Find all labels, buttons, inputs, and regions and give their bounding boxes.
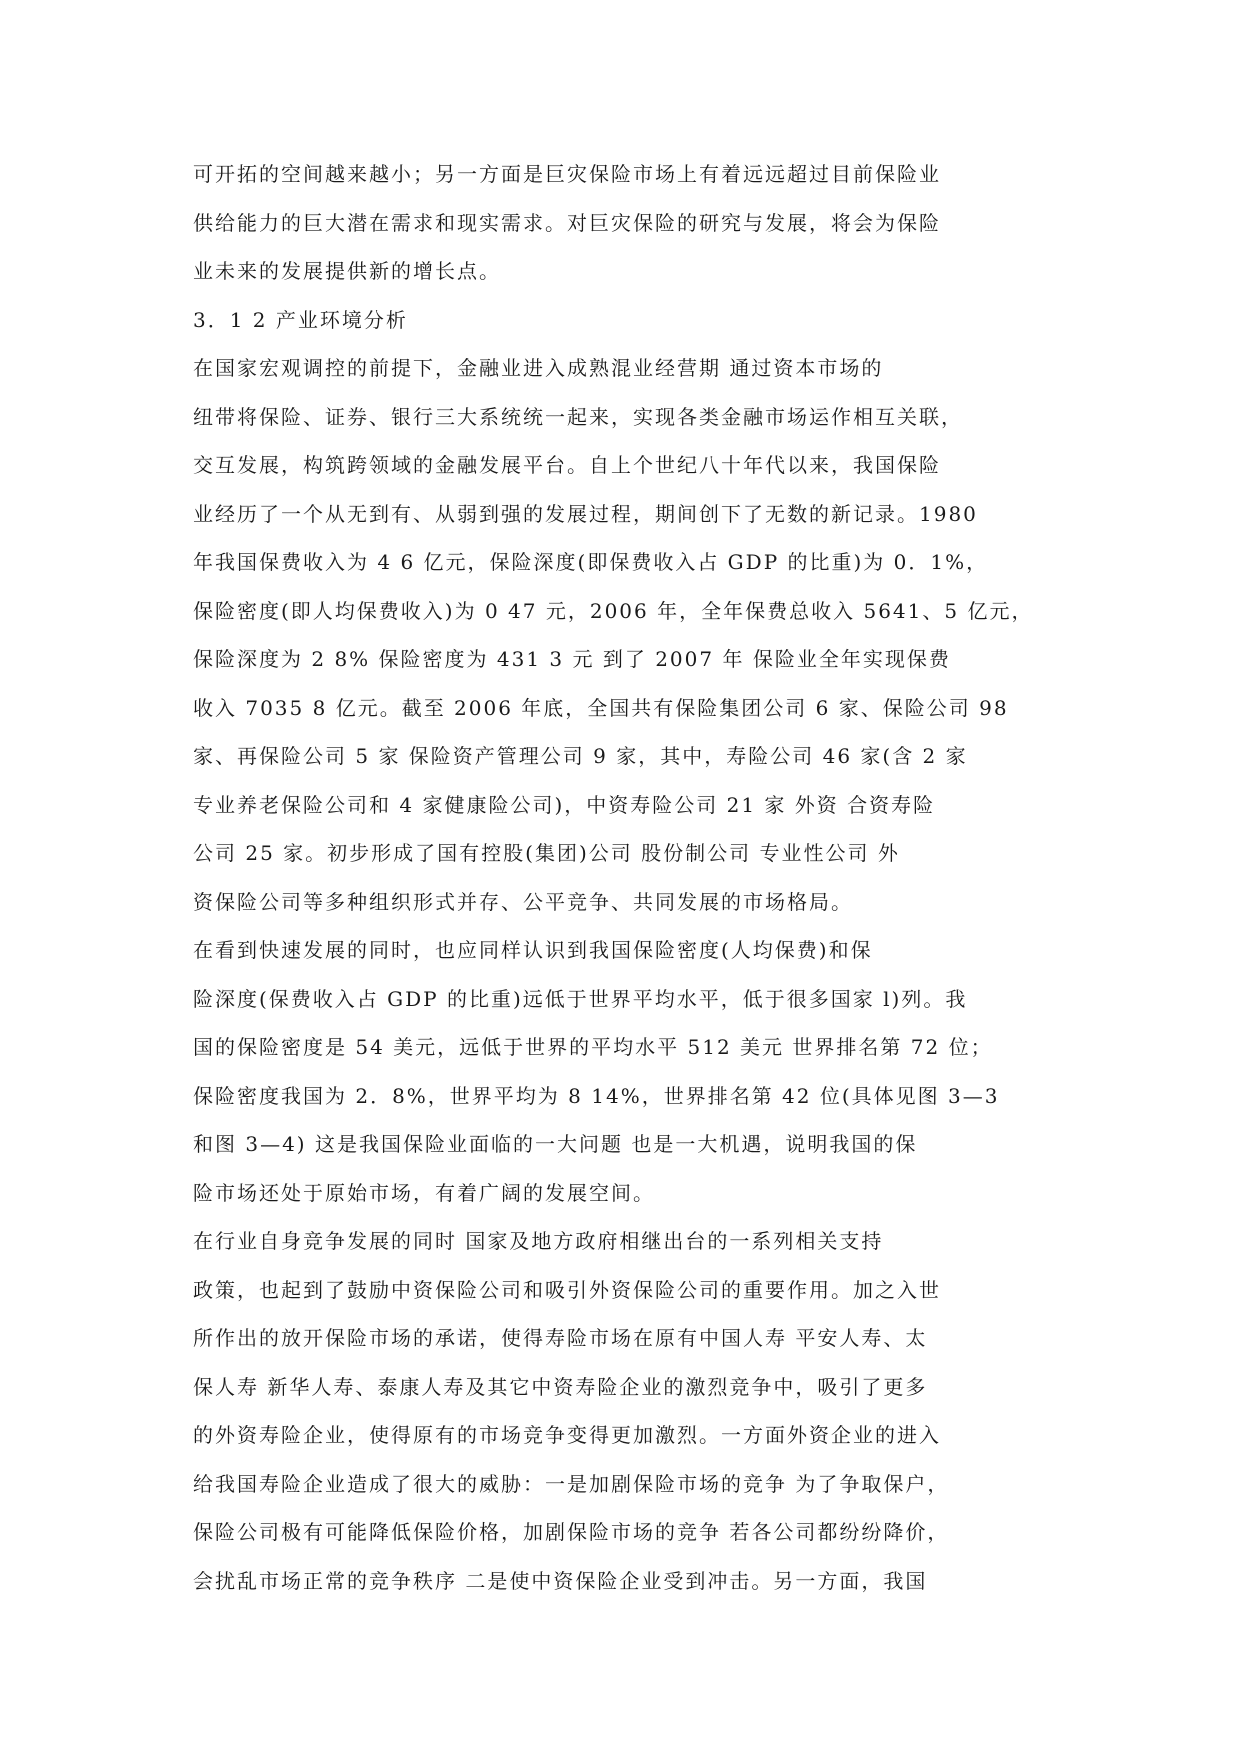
text-line: 保险密度我国为 2．8%，世界平均为 8 14%，世界排名第 42 位(具体见图 3—3: [193, 1083, 1000, 1108]
text-line: 所作出的放开保险市场的承诺，使得寿险市场在原有中国人寿 平安人寿、太: [193, 1326, 928, 1350]
text-line: 专业养老保险公司和 4 家健康险公司)，中资寿险公司 21 家 外资 合资寿险: [193, 792, 936, 817]
text-line: 资保险公司等多种组织形式并存、公平竞争、共同发展的市场格局。: [193, 889, 853, 914]
text-line: 保险公司极有可能降低保险价格，加剧保险市场的竞争 若各公司都纷纷降价，: [193, 1520, 950, 1544]
text-line: 国的保险密度是 54 美元，远低于世界的平均水平 512 美元 世界排名第 72 位；: [193, 1035, 993, 1059]
text-line: 交互发展，构筑跨领域的金融发展平台。自上个世纪八十年代以来，我国保险: [193, 453, 941, 477]
text-line: 在国家宏观调控的前提下，金融业进入成熟混业经营期 通过资本市场的: [193, 356, 884, 380]
text-line: 供给能力的巨大潜在需求和现实需求。对巨灾保险的研究与发展，将会为保险: [193, 210, 941, 235]
text-line: 险深度(保费收入占 GDP 的比重)远低于世界平均水平，低于很多国家 l)列。我: [193, 986, 968, 1011]
text-line: 保险密度(即人均保费收入)为 0 47 元，2006 年，全年保费总收入 5641、5 亿元，: [193, 598, 1034, 623]
text-line: 业经历了一个从无到有、从弱到强的发展过程，期间创下了无数的新记录。1980: [193, 501, 978, 526]
text-line: 在行业自身竞争发展的同时 国家及地方政府相继出台的一系列相关支持: [193, 1229, 884, 1253]
text-line: 的外资寿险企业，使得原有的市场竞争变得更加激烈。一方面外资企业的进入: [193, 1423, 941, 1447]
text-line: 家、再保险公司 5 家 保险资产管理公司 9 家，其中，寿险公司 46 家(含 2 家: [193, 744, 968, 768]
text-line: 政策，也起到了鼓励中资保险公司和吸引外资保险公司的重要作用。加之入世: [193, 1277, 941, 1302]
text-line: 给我国寿险企业造成了很大的威胁：一是加剧保险市场的竞争 为了争取保户，: [193, 1471, 950, 1496]
text-line: 业未来的发展提供新的增长点。: [193, 259, 501, 283]
text-line: 保人寿 新华人寿、泰康人寿及其它中资寿险企业的激烈竞争中，吸引了更多: [193, 1374, 928, 1399]
text-line: 纽带将保险、证券、银行三大系统统一起来，实现各类金融市场运作相互关联，: [193, 404, 963, 429]
text-line: 年我国保费收入为 4 6 亿元，保险深度(即保费收入占 GDP 的比重)为 0．1%，: [193, 550, 989, 574]
body-text: [193, 150, 1034, 1605]
section-heading: 3．1 2 产业环境分析: [193, 307, 408, 332]
text-line: 收入 7035 8 亿元。截至 2006 年底，全国共有保险集团公司 6 家、保险公司 98: [193, 695, 1009, 720]
text-line: 公司 25 家。初步形成了国有控股(集团)公司 股份制公司 专业性公司 外: [193, 841, 900, 865]
text-line: 可开拓的空间越来越小；另一方面是巨灾保险市场上有着远远超过目前保险业: [193, 162, 941, 186]
text-line: 和图 3—4) 这是我国保险业面临的一大问题 也是一大机遇，说明我国的保: [193, 1132, 918, 1156]
text-line: 会扰乱市场正常的竞争秩序 二是使中资保险企业受到冲击。另一方面，我国: [193, 1568, 928, 1593]
text-line: 在看到快速发展的同时，也应同样认识到我国保险密度(人均保费)和保: [193, 938, 873, 962]
text-line: 险市场还处于原始市场，有着广阔的发展空间。: [193, 1180, 655, 1205]
text-line: 保险深度为 2 8% 保险密度为 431 3 元 到了 2007 年 保险业全年实现保费: [193, 647, 951, 671]
